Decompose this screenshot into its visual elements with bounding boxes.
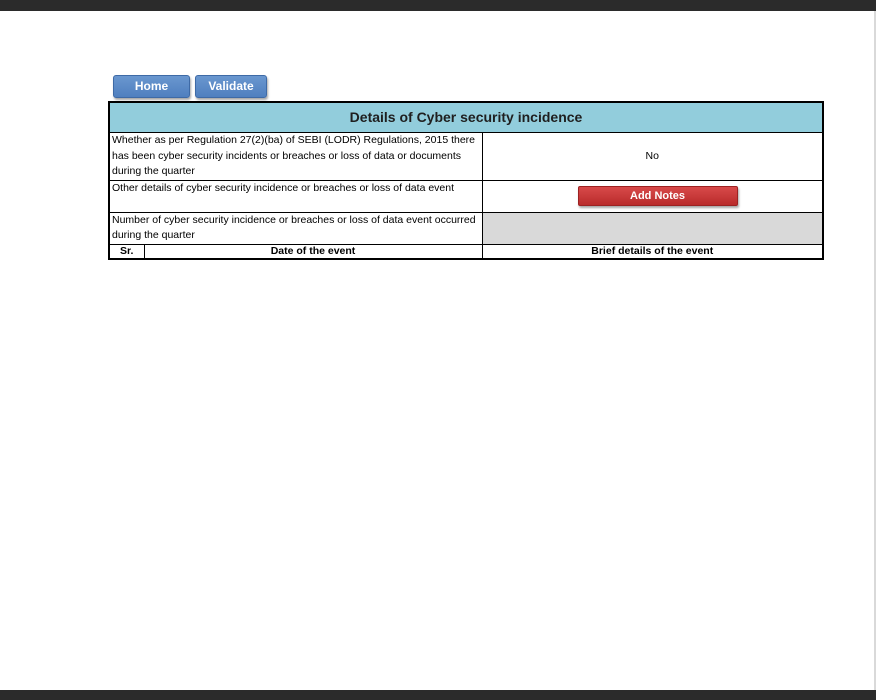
window-top-bar xyxy=(0,0,876,11)
add-notes-button[interactable]: Add Notes xyxy=(578,186,738,206)
table-row xyxy=(109,180,823,212)
question-cybersecurity-incident: Whether as per Regulation 27(2)(ba) of SEBI (LODR) Regulations, 2015 there has been cyber security incidents or breaches or loss of data or documents during the quarter xyxy=(109,133,482,181)
column-header-date: Date of the event xyxy=(144,244,482,259)
number-of-incidents-value xyxy=(482,212,823,244)
window-bottom-bar xyxy=(0,690,876,700)
validate-button[interactable]: Validate xyxy=(195,75,267,98)
home-button[interactable]: Home xyxy=(113,75,190,98)
answer-cybersecurity-incident[interactable]: No xyxy=(482,133,823,181)
notes-cell xyxy=(482,180,823,212)
section-title: Details of Cyber security incidence xyxy=(109,102,823,133)
question-other-details: Other details of cyber security incidence or breaches or loss of data event xyxy=(109,180,482,212)
table-row xyxy=(109,133,823,181)
events-header-row xyxy=(109,244,823,259)
cyber-security-table xyxy=(108,101,824,260)
question-number-of-incidents: Number of cyber security incidence or breaches or loss of data event occurred during the quarter xyxy=(109,212,482,244)
column-header-sr: Sr. xyxy=(109,244,144,259)
table-row xyxy=(109,212,823,244)
section-title-row xyxy=(109,102,823,133)
column-header-details: Brief details of the event xyxy=(482,244,823,259)
